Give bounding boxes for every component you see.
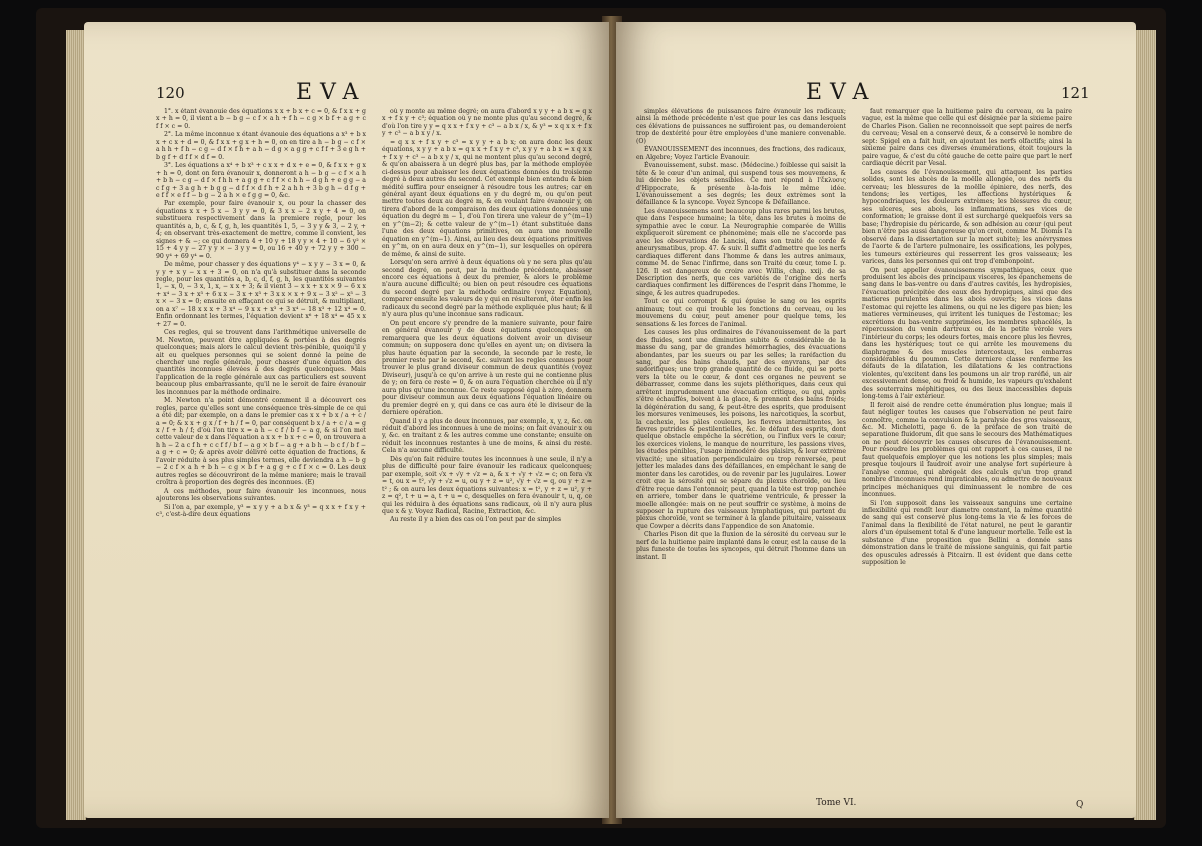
paragraph: On peut appeller évanouissemens sympathiques, ceux que produisent les abcès des principaux visceres, les épanchemens de sang dans le bas-ventre ou dans d'autres cavités, les hydropisies, l'évacuation précipitée des eaux des hydropiques, ainsi que des matieres purulentes dans les abcès ouverts; les vices dans l'estomac qui rejette les alimens, ou qui ne les digere pas bien; les matieres vermineuses, qui irritent les tuniques de l'estomac; les excrétions du bas-ventre supprimées, les membres sphacélés, la répercussion du venin dartreux ou de la petite vérole vers l'intérieur du corps; les odeurs fortes, mais encore plus les fievres, dans les hystériques; tout ce qui arrête les mouvemens du diaphragme & des muscles intercostaux, les embarras considérables du poumon. Cette derniere classe renferme les défauts de la dilatation, les dilatations & les contractions violentes, qu'excitent dans les poumons un air trop raréfié, un air excessivement dense, ou froid & humide, les vapeurs qu'exhalent des souterrains méphitiques, ou des lieux inaccessibles depuis long-tems à l'air extérieur.	[862, 266, 1072, 401]
right-column-1	[636, 108, 846, 798]
paragraph: Si l'on a, par exemple, y³ = x y y + a b x & y³ = q x x + f x y + c³, c'est-à-dire deux équations	[156, 503, 366, 519]
right-columns	[636, 108, 1072, 798]
paragraph: 3°. Les équations a x⁴ + b x³ + c x x + d x + e = 0, & f x x + g x + h = 0, dont on fera évanouir x, donneront a h − b g − c f × a h + b h − c g − d f × f h h + a g g + c f f × c h h − d g h + e g g − a c f g + 3 a g h + b g g − d f f × d f h + 2 a h h + 3 b g h − d f g + e f f × e f f − b g − 2 a h × e f g g = 0, &c.	[156, 162, 366, 199]
page-edges-left	[66, 30, 86, 820]
paragraph: Par exemple, pour faire évanouir x, ou pour la chasser des équations x x + 5 x − 3 y y = 0, & 3 x x − 2 x y + 4 = 0, on substituera respectivement dans la premiere regle, pour les quantités a, b, c, & f, g, h, les quantités 1, 5, − 3 y y & 3, − 2 y, + 4; en observant très-exactement de mettre, comme il convient, les signes + & −; ce qui donnera 4 + 10 y + 18 y y × 4 + 10 − 6 y² × 15 + 4 y y − 27 y y × − 3 y y = 0, ou 16 + 40 y + 72 y y + 300 − 90 y⁴ + 69 y⁴ = 0.	[156, 200, 366, 260]
left-columns	[156, 108, 592, 798]
paragraph: Tout ce qui corrompt & qui épuise le sang ou les esprits animaux; tout ce qui trouble les fonctions du cerveau, ou les mouvemens du cœur, peut amener pour quelque tems, les sensations & les forces de l'animal.	[636, 298, 846, 328]
paragraph: ÉVANOUISSEMENT des inconnues, des fractions, des radicaux, en Algebre; Voyez l'article Évanouir.	[636, 146, 846, 161]
paragraph: M. Newton n'a point démontré comment il a découvert ces regles, parce qu'elles sont une conséquence très-simple de ce qui a été dit; par exemple, on a dans le premier cas x x + b x / a + c / a = 0; & x x + g x / f + h / f = 0, par conséquent b x / a + c / a = g x / f + h / f; d'où l'on tire x = a h − c f / b f − a g, & si l'on met cette valeur de x dans l'équation a x x + b x + c = 0, on trouvera a h h − 2 a c f h + c c f f / b f − a g × b f − a g + a b h − b c f / b f − a g + c = 0; & après avoir délivré cette équation de fractions, & l'avoir réduite à ses plus simples termes, elle deviendra a h − b g − 2 c f × a h + b h − c g × b f + a g g + c f f × c = 0. Les deux autres regles se découvriront de la même maniere; mais le travail croîtra à proportion des degrés des inconnues. (E)	[156, 397, 366, 487]
paragraph: simples élévations de puissances faire évanouir les radicaux; ainsi la méthode précédente n'est que pour les cas dans lesquels ces élévations de puissances ne suffiroient pas, ou demanderoient trop de dextérité pour être employées d'une maniere convenable. (O)	[636, 108, 846, 145]
paragraph: Il feroit aisé de rendre cette énumération plus longue; mais il faut négliger toutes les causes que l'observation ne peut faire connoître, comme la convulsion & la paralysie des gros vaisseaux, &c. M. Michelotti, page 6. de la préface de son traité de separatione fluidorum, dit que sans le secours des Mathématiques on ne peut découvrir les causes obscures de l'évanouissement. Pour résoudre les problèmes qui ont rapport à ces causes, il ne faut quelquefois employer que les notions les plus simples; mais presque toujours il faudroit avoir une analyse fort supérieure à l'analyse connue, qui abrégeât des calculs qu'un trop grand nombre d'inconnues rend impraticables, ou admettre de nouveaux principes méchaniques qui diminuassent le nombre de ces inconnues.	[862, 401, 1072, 499]
signature-mark: Q	[1076, 800, 1084, 810]
paragraph: De même, pour chasser y des équations y⁴ − x y y − 3 x = 0, & y y + x y − x x + 3 = 0, on n'a qu'à substituer dans la seconde regle, pour les quantités a, b, c, d, f, g, h, les quantités suivantes 1, − x, 0, − 3 x, 1, x, − x x + 3; & il vient 3 − x x + x x × 9 − 6 x x + x⁴ − 3 x + x³ + 6 x x − 3 x + x³ + 3 x x × x + 9 x − 3 x² − x³ − 3 x × − 3 x = 0; ensuite en effaçant ce qui se détruit, & multipliant, on a x⁷ − 18 x x x + 3 x⁴ − 9 x x + x³ + 3 x⁴ − 18 x³ + 12 x⁴ = 0. Enfin ordonnant les termes, l'équation devient x⁶ + 18 x⁴ = 45 x x + 27 = 0.	[156, 261, 366, 328]
book	[36, 8, 1166, 828]
paragraph: = q x x + f x y + c³ = x y y + a b x; on aura donc les deux équations, x y y + a b x = q x x + f x y + c³, x y y + a b x = x q x x + f x y + c³ − a b x y / x, qui ne montent plus qu'au second degré, & qu'on abaissera à un degré plus bas, par la méthode employée ci-dessus pour abaisser les deux équations données du troisieme degré à deux autres du second. Cet exemple bien entendu & bien médité suffira pour enseigner à résoudre tous les autres; car en général ayant deux équations en y du degré m, ou qu'on peut mettre toutes deux au degré m, & en voulant faire évanouir y, on tirera d'abord de la comparaison des deux équations données une équation du degré m − 1, d'où l'on tirera une valeur de y^(m−1) en y^(m−2); & cette valeur de y^(m−1) étant substituée dans l'une des deux équations primitives, on aura une nouvelle équation en y^(m−1). Ainsi, au lieu des deux équations primitives en y^m, on en aura deux en y^(m−1), sur lesquelles on opérera de même, & ainsi de suite.	[382, 138, 592, 258]
paragraph: faut remarquer que la huitieme paire du cerveau, ou la paire vague, est la même que celle qui est désignée par la sixieme paire de Charles Pison. Galien ne reconnoissoit que sept paires de nerfs du cerveau; Vesal en a conservé deux, & a conservé le nombre de sept: Spigel en a fait huit, en ajoutant les nerfs olfactifs; ainsi la sixieme paire dans ces diverses énumérations, étoit toujours la paire vague, & c'est du côté gauche de cette paire que part le nerf cardiaque décrit par Vesal.	[862, 108, 1072, 168]
paragraph: 2°. La même inconnue x étant évanouie des équations a x³ + b x x + c x + d = 0, & f x x + g x + h = 0, on en tire a h − b g − c f × a h h + f h − c g − d f × f h + a h − d g × a g g + c f f + 3 e g h + b g f + d f f × d f = 0.	[156, 131, 366, 161]
volume-footer: Tome VI.	[816, 798, 857, 808]
page-edges-right	[1134, 30, 1156, 820]
paragraph: Quand il y a plus de deux inconnues, par exemple, x, y, z, &c. on réduit d'abord les inconnues à une de moins; on fait évanouir x ou y, &c. en traitant z & les autres comme une constante; ensuite on réduit les inconnues restantes à une de moins, & ainsi du reste. Cela n'a aucune difficulté.	[382, 417, 592, 455]
left-page	[84, 22, 609, 818]
paragraph: A ces méthodes, pour faire évanouir les inconnues, nous ajouterons les observations suivantes.	[156, 487, 366, 503]
paragraph: Dès qu'on fait réduire toutes les inconnues à une seule, il n'y a plus de difficulté pour faire évanouir les radicaux quelconques; par exemple, soit √x + √y + √z = a, & x + √y + √z = c; on fera √x = t, ou x = t², √y + √z = u, ou y + z = u², √y + √z = q, ou y + z = t² ; & on aura les deux équations suivantes: x = t², y + z = u², y + z = q², t + u = a, t + u = c, desquelles on fera évanouir t, u, q, ce qui les réduira à des équations sans radicaux, où il n'y aura plus que x & y. Voyez Radical, Racine, Extraction, &c.	[382, 455, 592, 516]
left-column-2	[382, 108, 592, 798]
right-column-2	[862, 108, 1072, 798]
right-page	[616, 22, 1136, 818]
paragraph: 1°. x étant évanouie des équations x x + b x + c = 0, & f x x + g x + h = 0, il vient a b − b g − c f × a h + f h − c g × b f + a g + c f f × c = 0.	[156, 108, 366, 130]
paragraph: Les causes les plus ordinaires de l'évanouissement de la part des fluides, sont une diminution subite & considérable de la masse du sang, par de grandes hémorrhagies, des évacuations abondantes, par les sueurs ou par les selles; la raréfaction du sang, par des bains chauds, par des enyvrans, par des sudorifiques; une trop grande quantité de ce fluide, qui se porte vers la tête ou le cœur, & dont ces organes ne peuvent se débarrasser, comme dans les sujets pléthoriques, dans ceux qui arrêtent imprudemment une évacuation critique, ou qui, après s'être échauffés, boivent à la glace, & prennent des bains froids; la dégénération du sang, & peut-être des esprits, que produisent les morsures venimeuses, les poisons, les narcotiques, la scorbut, la cachexie, les pâles couleurs, les fievres intermittentes, les fievres putrides & pestilentielles, &c. le défaut des esprits, dont quelque obstacle empêche la sécrétion, ou l'influx vers le cœur; les exercices violens, le manque de nourriture, les passions vives, les études pénibles, l'usage immodéré des plaisirs, & leur extrème vivacité; une situation perpendiculaire ou trop renversée, peut jetter les malades dans des défaillances, en empêchant le sang de monter dans les carotides, ou de revenir par les jugulaires. Lower croit que la sérosité qui se sépare du plexus choroïde, ou lieu d'être reçue dans l'entonnoir, peut, quand la tête est trop panchée en arriere, tomber dans le quatrieme ventricule, & presser la moelle allongée: mais on ne peut souffrir ce système, à moins de supposer la rupture des vaisseaux lymphatiques, qui partent du plexus choroïde, vont se terminer à la glande pituitaire, vaisseaux que Cowper a décrits dans l'appendice de son Anatomie.	[636, 329, 846, 530]
paragraph: Charles Pison dit que la fluxion de la sérosité du cerveau sur le nerf de la huitieme paire implanté dans le cœur, est la cause de la plus funeste de toutes les syncopes, qui détruit l'homme dans un instant. Il	[636, 531, 846, 561]
left-running-head: EVA	[296, 80, 367, 105]
paragraph: Si l'on supposoit dans les vaisseaux sanguins une certaine inflexibilité qui rendît leur diametre constant, la même quantité de sang qui est conservé plus long-tems la vie & les forces de l'animal dans la flexibilité de l'état naturel, ne peut le garantir alors d'un épuisement total & d'une langueur mortelle. Telle est la substance d'une proposition que Bellini a donnée sans démonstration dans le traité de missione sanguinis, qui fait partie des opuscules adressés à Pitcairn. Il est évident que dans cette supposition le	[862, 499, 1072, 567]
paragraph: Les évanouissemens sont beaucoup plus rares parmi les brutes, que dans l'espece humaine; la tête, dans les brutes à moins de sympathie avec le cœur. La Neurographie comparée de Willis expliqueroit sûrement ce phénomène; mais elle ne s'accorde pas avec les observations de Lancisi, dans son traité de corde & aneurysmatibus, prop. 47. & suiv. Il suffit d'admettre que les nerfs cardiaques different dans l'homme & dans les autres animaux, comme M. de Senac l'infirme, dans son Traité du cœur, tome I. p. 126. Il est dangereux de croire avec Willis, chap. xxij. de sa Description des nerfs, que ces variétés de l'origine des nerfs cardiaques confirment les différences de l'esprit dans l'homme, le singe, & les autres quadrupedes.	[636, 207, 846, 297]
paragraph: Évanouissement, subst. masc. (Médecine.) foiblesse qui saisit la tête & le cœur d'un animal, qui suspend tous ses mouvemens, & lui dérobe les objets sensibles. Ce mot répond à l'ἔκλυσις d'Hippocrate, & présente à-la-fois le même idée. L'évanouissement a ses degrés; les deux extrèmes sont la défaillance & la syncope. Voyez Syncope & Défaillance.	[636, 162, 846, 207]
left-column-1	[156, 108, 366, 798]
paragraph: Au reste il y a bien des cas où l'on peut par de simples	[390, 516, 562, 524]
paragraph: où y monte au même degré; on aura d'abord x y y + a b x = q x x + f x y + c³; équation où y ne monte plus qu'au second degré, & d'où l'on tire y y = q x x + f x y + c³ − a b x / x, & y³ = x q x x + f x y + c³ − a b x y / x.	[382, 108, 592, 138]
right-running-head: EVA	[806, 80, 877, 105]
paragraph: Ces regles, qui se trouvent dans l'arithmétique universelle de M. Newton, peuvent être appliquées & portées à des degrés quelconques; mais alors le calcul devient très-pénible, quoiqu'il y ait eu quelques personnes qui se soient donné la peine de chercher une regle générale, pour chasser d'une équation des quantités inconnues élevées à des degrés quelconques. Mais l'application de la regle générale aux cas particuliers est souvent beaucoup plus embarrassante, qu'il ne le seroit de faire évanouir les inconnues par la méthode ordinaire.	[156, 329, 366, 396]
paragraph: Les causes de l'évanouissement, qui attaquent les parties solides, sont les abcès de la moëlle allongée, ou des nerfs du cerveau; les blessures de la moëlle épiniere, des nerfs, des tendons; les vertiges, les affections hystériques & hypocondriaques, les douleurs extrèmes; les blessures du cœur, ses ulceres, ses abcès, les inflammations, ses vices de conformation; le graisse dont il est surchargé quelquefois vers sa base; l'hydropisie du péricarde, & son adhésion au cœur (qui peut bien n'être pas aussi dangereuse qu'on croit, comme M. Diomis l'a observé dans la dissertation sur la mort subite); les anévrysmes de l'aorte & de l'artere pulmonaire, les ossifications, les polypes, les tumeurs extérieures qui resserrent les gros vaisseaux; les varices, dans les personnes qui ont trop d'embonpoint.	[862, 168, 1072, 266]
paragraph: On peut encore s'y prendre de la maniere suivante, pour faire en général évanouir y de deux équations quelconques: on remarquera que les deux équations doivent avoir un diviseur commun; on supposera donc qu'elles en ayent un; on divisera la plus haute équation par la seconde, la seconde par le reste, le premier reste par le second, &c. suivant les regles connues pour trouver le plus grand diviseur commun de deux quantités (voyez Diviseur), jusqu'à ce qu'on arrive à un reste qui ne contienne plus de y; on fera ce reste = 0, & on aura l'équation cherchée où il n'y aura plus qu'une inconnue. Ce reste supposé égal à zéro, donnera pour diviseur commun aux deux équations l'équation linéaire ou du premier degré en y, qui dans ce cas aura été le diviseur de la derniere opération.	[382, 319, 592, 417]
right-page-number: 121	[1061, 84, 1090, 102]
paragraph: Lorsqu'on sera arrivé à deux équations où y ne sera plus qu'au second degré, on peut, par la méthode précédente, abaisser encore ces équations à deux du premier, & alors le problème n'aura aucune difficulté; ou bien on peut résoudre ces équations du second degré par la méthode ordinaire (voyez Equation), comparer ensuite les valeurs de y qui en résulteront, ôter enfin les radicaux du second degré par la méthode expliquée plus haut; & il n'y aura plus qu'une inconnue sans radicaux.	[382, 259, 592, 319]
left-page-number: 120	[156, 84, 185, 102]
